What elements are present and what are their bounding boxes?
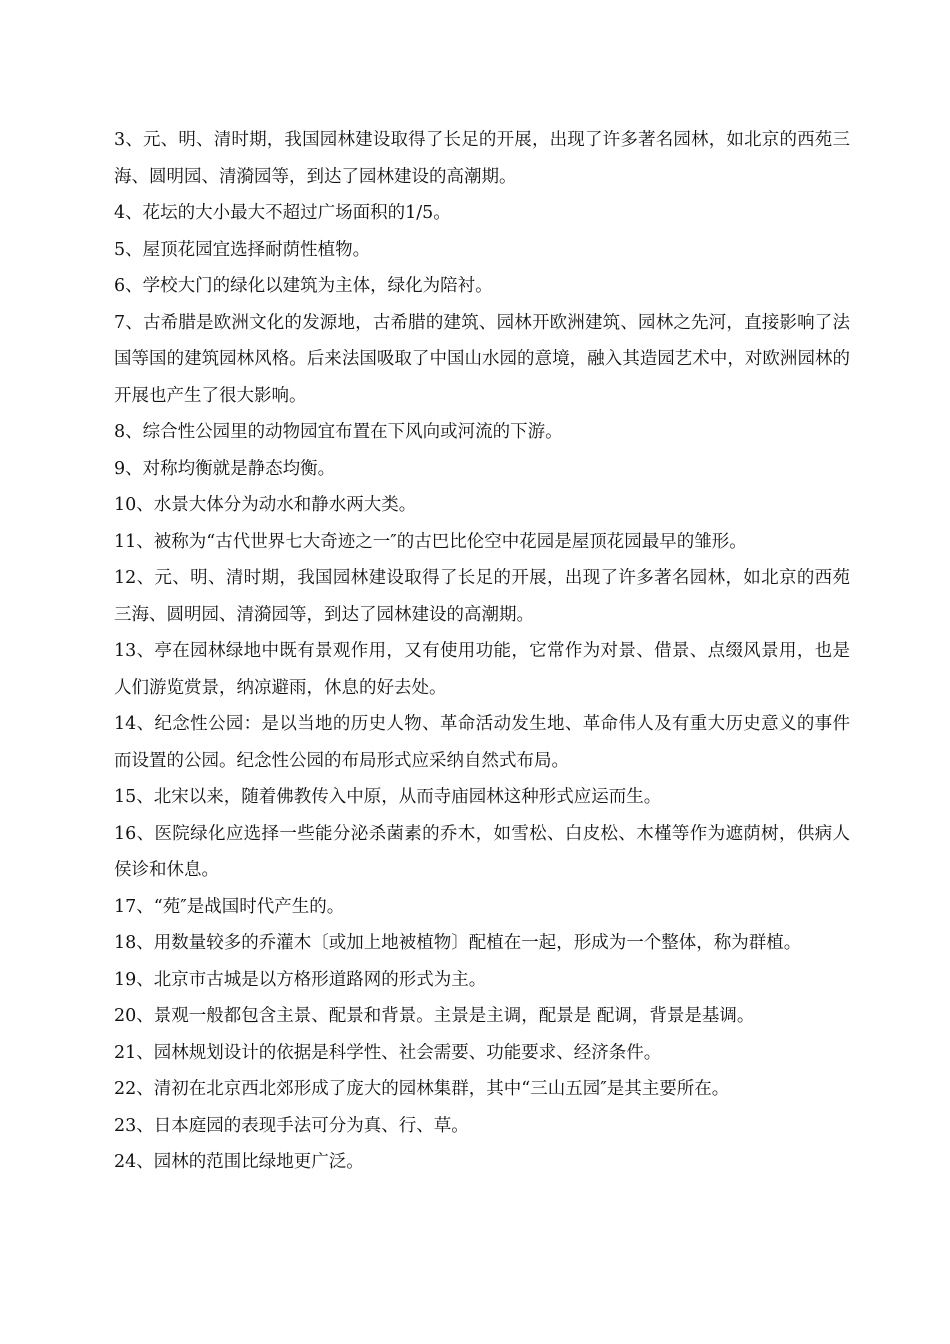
list-item: 19、北京市古城是以方格形道路网的形式为主。 (114, 969, 487, 990)
list-item: 11、被称为“古代世界七大奇迹之一″的古巴比伦空中花园是屋顶花园最早的雏形。 (114, 531, 747, 552)
list-item: 9、对称均衡就是静态均衡。 (114, 458, 336, 479)
list-item: 12、元、明、清时期，我国园林建设取得了长足的开展，出现了许多著名园林，如北京的西苑三海、圆明园、清漪园等，到达了园林建设的高潮期。 (114, 568, 850, 625)
list-item: 7、古希腊是欧洲文化的发源地，古希腊的建筑、园林开欧洲建筑、园林之先河，直接影响了法国等国的建筑园林风格。后来法国吸取了中国山水园的意境，融入其造园艺术中，对欧洲园林的开展也产生了很大影响。 (114, 312, 850, 406)
list-item: 14、纪念性公园：是以当地的历史人物、革命活动发生地、革命伟人及有重大历史意义的事件而设置的公园。纪念性公园的布局形式应采纳自然式布局。 (114, 714, 850, 771)
list-item: 22、清初在北京西北郊形成了庞大的园林集群，其中“三山五园″是其主要所在。 (114, 1079, 730, 1099)
list-item: 15、北宋以来，随着佛教传入中原，从而寺庙园林这种形式应运而生。 (114, 787, 662, 807)
list-item: 24、园林的范围比绿地更广泛。 (114, 1152, 364, 1172)
list-item: 4、花坛的大小最大不超过广场面积的1/5。 (114, 203, 451, 223)
list-item: 18、用数量较多的乔灌木〔或加上地被植物〕配植在一起，形成为一个整体，称为群植。 (114, 933, 802, 953)
list-item: 21、园林规划设计的依据是科学性、社会需要、功能要求、经济条件。 (114, 1042, 662, 1063)
list-item: 8、综合性公园里的动物园宜布置在下风向或河流的下游。 (114, 422, 563, 442)
list-item: 17、“苑″是战国时代产生的。 (114, 896, 345, 917)
list-item: 23、日本庭园的表现手法可分为真、行、草。 (114, 1115, 469, 1136)
list-item: 6、学校大门的绿化以建筑为主体，绿化为陪衬。 (114, 276, 493, 296)
document-body (114, 122, 850, 1181)
list-item: 5、屋顶花园宜选择耐荫性植物。 (114, 239, 371, 260)
list-item: 16、医院绿化应选择一些能分泌杀菌素的乔木，如雪松、白皮松、木槿等作为遮荫树，供病人侯诊和休息。 (114, 823, 850, 880)
list-item: 3、元、明、清时期，我国园林建设取得了长足的开展，出现了许多著名园林，如北京的西苑三海、圆明园、清漪园等，到达了园林建设的高潮期。 (114, 130, 850, 187)
list-item: 10、水景大体分为动水和静水两大类。 (114, 495, 417, 515)
list-item: 13、亭在园林绿地中既有景观作用，又有使用功能，它常作为对景、借景、点缀风景用，也是人们游览赏景，纳凉避雨，休息的好去处。 (114, 641, 850, 698)
list-item: 20、景观一般都包含主景、配景和背景。主景是主调，配景是 配调，背景是基调。 (114, 1006, 755, 1026)
